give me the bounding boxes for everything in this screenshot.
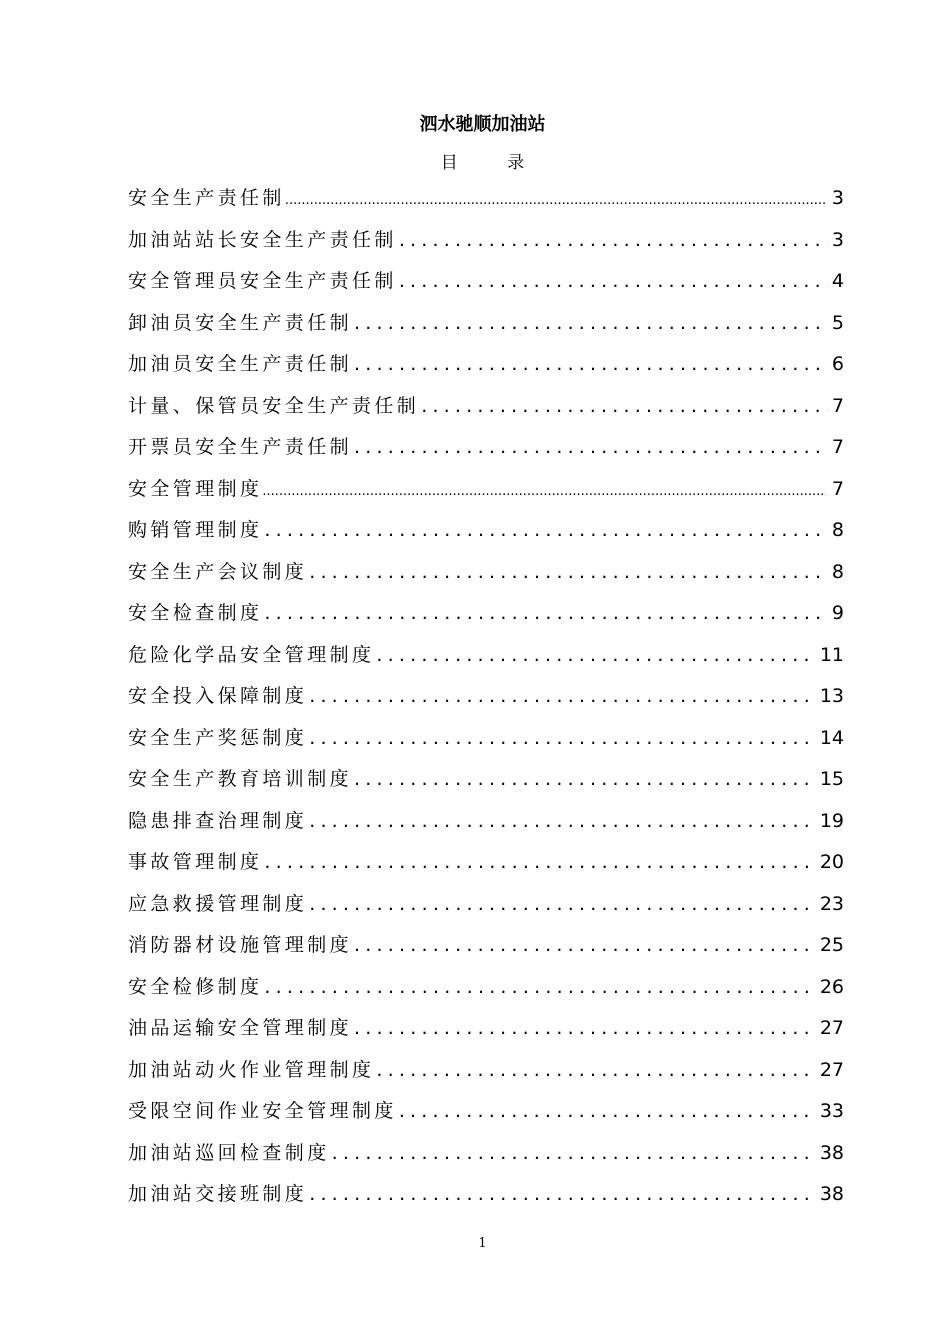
toc-entry[interactable] [128,303,844,345]
toc-entry[interactable] [128,552,844,594]
toc-entry-page: 23 [819,892,844,915]
toc-entry[interactable] [128,469,844,511]
toc-entry[interactable] [128,842,844,884]
toc-dot-leader [354,925,816,967]
toc-entry[interactable] [128,178,844,220]
toc-dot-leader [354,759,816,801]
toc-entry[interactable] [128,510,844,552]
toc-dot-leader [264,842,815,884]
toc-entry-page: 38 [819,1141,844,1164]
document-title: 泗水驰顺加油站 [419,114,546,135]
toc-dot-leader [309,552,828,594]
toc-entry-page: 19 [819,809,844,832]
toc-heading: 目 录 [440,153,547,173]
toc-entry[interactable] [128,593,844,635]
toc-entry[interactable] [128,344,844,386]
toc-entry-page: 3 [831,228,844,251]
toc-entry-page: 9 [831,602,844,624]
toc-dot-leader [262,471,826,511]
toc-entry[interactable] [128,1008,844,1050]
toc-entry[interactable] [128,718,844,760]
toc-entry-title: 应急救援管理制度 [128,892,308,915]
toc-dot-leader [399,261,828,303]
toc-dot-leader [376,1050,815,1092]
toc-entry-page: 33 [819,1100,844,1122]
toc-entry[interactable] [128,1174,844,1216]
toc-dot-leader [354,1008,816,1050]
toc-entry-title: 购销管理制度 [128,519,263,541]
toc-entry-page: 4 [831,270,844,292]
toc-entry-page: 7 [831,394,844,417]
toc-dot-leader [264,593,828,635]
toc-dot-leader [354,427,828,469]
toc-entry[interactable] [128,635,844,677]
toc-entry-page: 13 [819,685,844,707]
toc-entry[interactable] [128,925,844,967]
toc-entry-page: 15 [819,768,844,790]
toc-entry-page: 38 [819,1183,844,1205]
toc-dot-leader [354,344,828,386]
toc-dot-leader [399,1091,816,1133]
toc-entry-title: 安全生产会议制度 [128,560,308,583]
toc-entry-title: 加油站动火作业管理制度 [128,1058,375,1081]
toc-entry-title: 安全生产教育培训制度 [128,768,353,790]
toc-entry-page: 7 [831,436,844,458]
toc-entry[interactable] [128,759,844,801]
toc-entry-page: 20 [819,851,844,873]
toc-entry-title: 隐患排查治理制度 [128,809,308,832]
toc-entry-page: 11 [819,643,844,666]
toc-entry-page: 27 [819,1058,844,1081]
toc-entry-title: 安全管理员安全生产责任制 [128,270,397,292]
toc-entry-title: 安全检修制度 [128,975,263,998]
toc-entry-title: 加油员安全生产责任制 [128,353,353,375]
toc-dot-leader [376,635,815,677]
toc-entry-title: 安全检查制度 [128,602,263,624]
toc-entry[interactable] [128,884,844,926]
toc-entry-page: 8 [831,560,844,583]
toc-entry-title: 加油站交接班制度 [128,1183,308,1205]
toc-entry[interactable] [128,386,844,428]
toc-entry-page: 7 [831,477,844,500]
toc-entry-title: 消防器材设施管理制度 [128,934,353,956]
toc-dot-leader [309,801,816,843]
toc-entry-title: 事故管理制度 [128,851,263,873]
toc-dot-leader [309,884,816,926]
toc-dot-leader [264,967,815,1009]
toc-entry-page: 26 [819,975,844,998]
toc-entry-page: 25 [819,934,844,956]
page-number: 1 [478,1236,487,1251]
toc-dot-leader [309,676,816,718]
toc-entry-title: 受限空间作业安全管理制度 [128,1100,397,1122]
toc-entry-page: 5 [831,311,844,334]
toc-entry-title: 开票员安全生产责任制 [128,436,353,458]
toc-entry-title: 加油站站长安全生产责任制 [128,228,397,251]
toc-entry-page: 8 [831,519,844,541]
toc-dot-leader [421,386,828,428]
toc-entry-title: 安全投入保障制度 [128,685,308,707]
toc-entry-page: 6 [831,353,844,375]
toc-entry[interactable] [128,801,844,843]
toc-entry-page: 3 [831,187,844,209]
toc-dot-leader [264,510,828,552]
toc-entry[interactable] [128,967,844,1009]
toc-dot-leader [309,718,816,760]
toc-dot-leader [309,1174,816,1216]
toc-entry-title: 危险化学品安全管理制度 [128,643,375,666]
toc-entry[interactable] [128,220,844,262]
toc-entry-title: 安全生产责任制 [128,187,285,209]
toc-entry[interactable] [128,1091,844,1133]
toc-dot-leader [332,1133,816,1175]
toc-entry[interactable] [128,1050,844,1092]
toc-dot-leader [285,180,826,220]
toc-dot-leader [354,303,828,345]
toc-entry[interactable] [128,1133,844,1175]
toc-entry-title: 安全生产奖惩制度 [128,726,308,749]
table-of-contents [128,178,844,1216]
toc-dot-leader [399,220,828,262]
toc-entry-title: 油品运输安全管理制度 [128,1017,353,1039]
toc-entry-title: 加油站巡回检查制度 [128,1141,330,1164]
toc-entry-title: 卸油员安全生产责任制 [128,311,353,334]
toc-entry[interactable] [128,261,844,303]
toc-entry[interactable] [128,427,844,469]
toc-entry-title: 安全管理制度 [128,477,263,500]
toc-entry-title: 计量、保管员安全生产责任制 [128,394,420,417]
toc-entry-page: 27 [819,1017,844,1039]
toc-entry[interactable] [128,676,844,718]
toc-entry-page: 14 [819,726,844,749]
